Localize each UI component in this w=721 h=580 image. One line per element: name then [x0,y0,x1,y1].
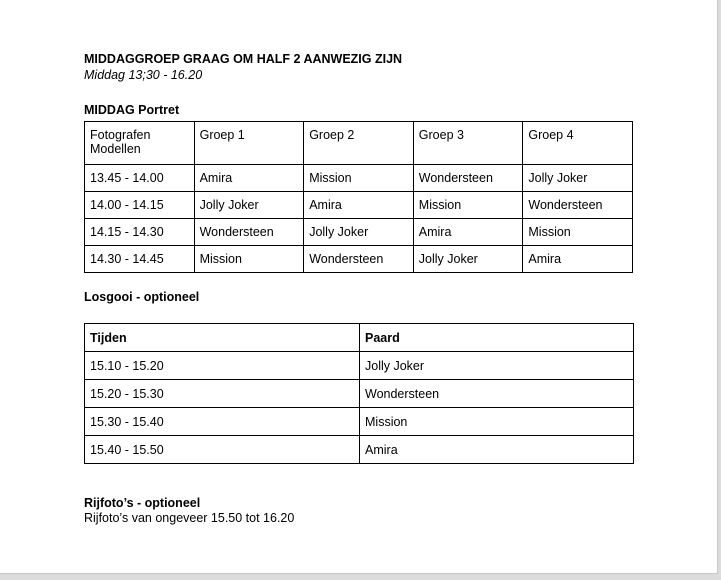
header-cell-paard: Paard [360,324,634,352]
table-row [85,436,634,464]
time-cell: 15.10 - 15.20 [85,352,360,380]
header-line-modellen: Modellen [90,142,141,156]
table-row [85,219,633,246]
table-cell: Wondersteen [304,246,414,273]
table-cell: Wondersteen [523,192,633,219]
table-row [85,165,633,192]
time-cell: 14.15 - 14.30 [85,219,195,246]
header-cell-groep-1: Groep 1 [194,122,304,165]
portret-heading: MIDDAG Portret [84,103,180,117]
table-header-row [85,122,633,165]
header-cell-groep-3: Groep 3 [413,122,523,165]
table-cell: Jolly Joker [194,192,304,219]
table-header-row [85,324,634,352]
table-row [85,192,633,219]
time-cell: 15.20 - 15.30 [85,380,360,408]
table-cell: Wondersteen [413,165,523,192]
table-cell: Amira [523,246,633,273]
table-cell: Jolly Joker [304,219,414,246]
losgooi-table [84,323,634,464]
header-cell-groep-2: Groep 2 [304,122,414,165]
table-cell: Mission [523,219,633,246]
header-cell-fotografen-modellen [85,122,195,165]
table-row [85,352,634,380]
losgooi-heading: Losgooi - optioneel [84,290,200,304]
table-cell: Wondersteen [194,219,304,246]
table-cell: Mission [304,165,414,192]
horse-cell: Wondersteen [360,380,634,408]
table-cell: Mission [194,246,304,273]
table-cell: Jolly Joker [523,165,633,192]
time-cell: 15.30 - 15.40 [85,408,360,436]
header-cell-tijden: Tijden [85,324,360,352]
document-subtitle: Middag 13;30 - 16.20 [84,68,203,82]
table-cell: Amira [413,219,523,246]
table-cell: Amira [194,165,304,192]
rijfoto-text: Rijfoto’s van ongeveer 15.50 tot 16.20 [84,511,295,525]
header-cell-groep-4: Groep 4 [523,122,633,165]
portret-table [84,121,633,273]
document-title: MIDDAGGROEP GRAAG OM HALF 2 AANWEZIG ZIJN [84,52,403,66]
table-cell: Mission [413,192,523,219]
horse-cell: Jolly Joker [360,352,634,380]
table-row [85,408,634,436]
table-cell: Jolly Joker [413,246,523,273]
table-cell: Amira [304,192,414,219]
document-content [84,52,644,526]
header-line-fotografen: Fotografen [90,128,151,142]
time-cell: 13.45 - 14.00 [85,165,195,192]
time-cell: 14.00 - 14.15 [85,192,195,219]
table-row [85,246,633,273]
horse-cell: Amira [360,436,634,464]
time-cell: 15.40 - 15.50 [85,436,360,464]
horse-cell: Mission [360,408,634,436]
table-row [85,380,634,408]
rijfoto-heading: Rijfoto’s - optioneel [84,496,201,510]
time-cell: 14.30 - 14.45 [85,246,195,273]
